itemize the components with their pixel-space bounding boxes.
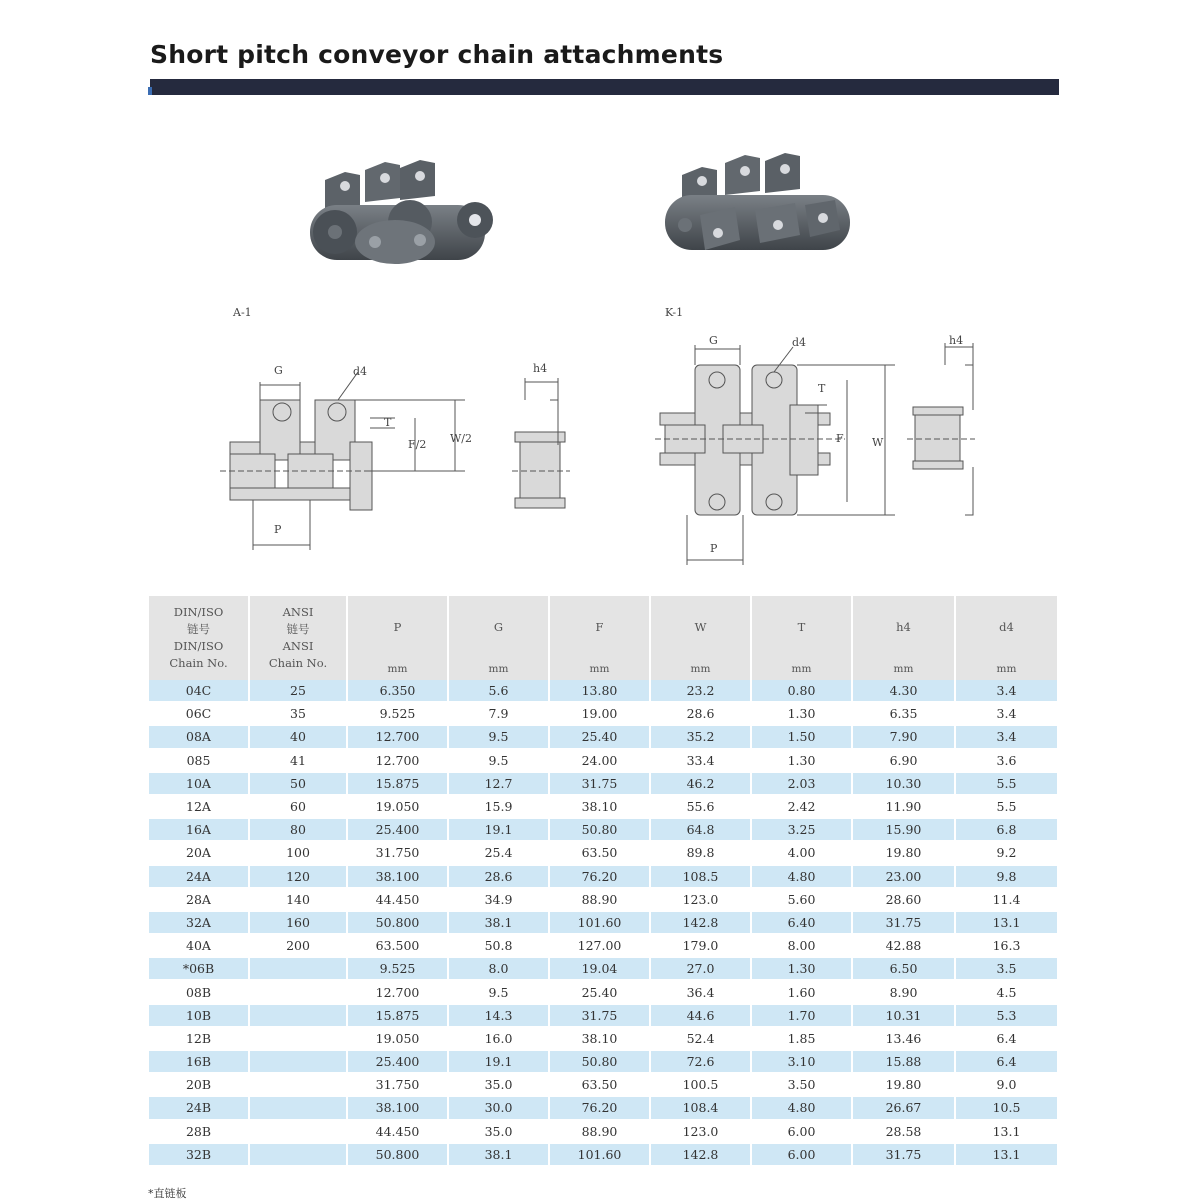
table-cell: 100.5 <box>650 1073 751 1096</box>
chain-photo-k1 <box>660 145 860 270</box>
table-cell: 44.450 <box>347 1120 448 1143</box>
table-cell: 32B <box>149 1143 249 1166</box>
table-cell: 11.4 <box>955 888 1057 911</box>
table-cell: 10.5 <box>955 1096 1057 1119</box>
table-cell: 3.6 <box>955 749 1057 772</box>
table-cell: 25.4 <box>448 841 549 864</box>
table-cell: 31.75 <box>549 772 650 795</box>
k1-dim-p: P <box>710 542 718 555</box>
table-cell <box>249 1096 347 1119</box>
table-cell: 31.75 <box>852 911 955 934</box>
table-cell: *06B <box>149 957 249 980</box>
table-cell: 27.0 <box>650 957 751 980</box>
table-cell: 44.450 <box>347 888 448 911</box>
table-cell: 4.80 <box>751 865 852 888</box>
unit-header: mm <box>347 658 448 680</box>
table-cell: 120 <box>249 865 347 888</box>
table-cell: 1.30 <box>751 749 852 772</box>
column-header <box>149 596 249 680</box>
table-cell: 10A <box>149 772 249 795</box>
title-bar <box>150 79 1059 95</box>
table-cell: 64.8 <box>650 818 751 841</box>
table-cell: 26.67 <box>852 1096 955 1119</box>
header-line: DIN/ISO <box>173 605 224 619</box>
column-header: h4 <box>852 596 955 658</box>
table-cell: 04C <box>149 680 249 702</box>
table-cell: 100 <box>249 841 347 864</box>
table-cell: 16.0 <box>448 1027 549 1050</box>
table-cell <box>249 1050 347 1073</box>
table-cell: 76.20 <box>549 1096 650 1119</box>
table-row <box>149 1004 1057 1027</box>
spec-table <box>149 596 1057 1167</box>
column-header: T <box>751 596 852 658</box>
k1-dim-t: T <box>818 382 826 395</box>
table-cell: 9.5 <box>448 749 549 772</box>
table-cell: 6.35 <box>852 702 955 725</box>
table-cell: 20A <box>149 841 249 864</box>
table-cell: 72.6 <box>650 1050 751 1073</box>
table-cell: 20B <box>149 1073 249 1096</box>
table-row <box>149 957 1057 980</box>
k1-dim-f: F <box>836 432 844 445</box>
table-row <box>149 725 1057 748</box>
table-cell: 24.00 <box>549 749 650 772</box>
table-cell: 3.25 <box>751 818 852 841</box>
table-cell: 40A <box>149 934 249 957</box>
table-cell: 50.8 <box>448 934 549 957</box>
table-row <box>149 1120 1057 1143</box>
table-cell: 12B <box>149 1027 249 1050</box>
table-cell: 7.90 <box>852 725 955 748</box>
table-cell: 08A <box>149 725 249 748</box>
table-cell: 15.875 <box>347 1004 448 1027</box>
table-cell: 16A <box>149 818 249 841</box>
unit-header: mm <box>448 658 549 680</box>
table-cell: 50.80 <box>549 1050 650 1073</box>
table-cell: 8.90 <box>852 980 955 1003</box>
table-cell: 28A <box>149 888 249 911</box>
table-row <box>149 702 1057 725</box>
table-cell: 085 <box>149 749 249 772</box>
table-cell: 127.00 <box>549 934 650 957</box>
table-cell <box>249 1143 347 1166</box>
a1-label: A-1 <box>233 306 252 319</box>
table-cell: 31.75 <box>549 1004 650 1027</box>
table-cell: 23.00 <box>852 865 955 888</box>
table-cell: 0.80 <box>751 680 852 702</box>
table-row <box>149 772 1057 795</box>
table-cell: 35 <box>249 702 347 725</box>
table-cell: 5.5 <box>955 772 1057 795</box>
table-row <box>149 1050 1057 1073</box>
table-cell: 38.100 <box>347 865 448 888</box>
table-cell: 35.2 <box>650 725 751 748</box>
table-cell: 6.00 <box>751 1120 852 1143</box>
header-line: DIN/ISO <box>173 639 224 653</box>
table-cell: 13.80 <box>549 680 650 702</box>
table-cell: 19.1 <box>448 818 549 841</box>
a1-dim-g: G <box>274 364 283 377</box>
a1-dim-h4: h4 <box>533 362 548 375</box>
table-cell: 2.42 <box>751 795 852 818</box>
table-cell: 179.0 <box>650 934 751 957</box>
table-cell: 6.4 <box>955 1050 1057 1073</box>
table-cell: 38.100 <box>347 1096 448 1119</box>
table-cell: 101.60 <box>549 911 650 934</box>
table-cell: 50 <box>249 772 347 795</box>
column-header: P <box>347 596 448 658</box>
table-cell: 7.9 <box>448 702 549 725</box>
table-cell: 4.30 <box>852 680 955 702</box>
table-cell: 6.40 <box>751 911 852 934</box>
table-cell: 63.50 <box>549 1073 650 1096</box>
table-cell: 63.50 <box>549 841 650 864</box>
table-cell: 140 <box>249 888 347 911</box>
table-cell: 13.1 <box>955 911 1057 934</box>
header-line: 链号 <box>187 622 210 636</box>
k1-dim-d4: d4 <box>792 336 807 349</box>
table-cell: 31.750 <box>347 841 448 864</box>
table-cell: 9.5 <box>448 980 549 1003</box>
table-cell: 28.6 <box>650 702 751 725</box>
table-cell: 19.80 <box>852 1073 955 1096</box>
header-line: ANSI <box>282 605 314 619</box>
table-cell: 3.4 <box>955 725 1057 748</box>
header-row <box>149 596 1057 658</box>
table-row <box>149 680 1057 702</box>
table-cell: 50.800 <box>347 911 448 934</box>
table-cell: 38.10 <box>549 795 650 818</box>
table-cell: 1.50 <box>751 725 852 748</box>
table-cell: 08B <box>149 980 249 1003</box>
column-header: F <box>549 596 650 658</box>
table-cell: 28.60 <box>852 888 955 911</box>
chain-photo-a1 <box>300 150 500 280</box>
header-line: ANSI <box>282 639 314 653</box>
table-cell: 35.0 <box>448 1120 549 1143</box>
table-cell: 88.90 <box>549 1120 650 1143</box>
table-cell: 38.1 <box>448 911 549 934</box>
column-header: W <box>650 596 751 658</box>
table-cell: 28.58 <box>852 1120 955 1143</box>
table-cell: 5.6 <box>448 680 549 702</box>
table-row <box>149 749 1057 772</box>
table-cell: 42.88 <box>852 934 955 957</box>
table-cell: 3.4 <box>955 702 1057 725</box>
table-cell: 60 <box>249 795 347 818</box>
table-cell: 31.750 <box>347 1073 448 1096</box>
k1-drawing <box>655 335 1000 570</box>
table-cell <box>249 1073 347 1096</box>
table-cell: 3.4 <box>955 680 1057 702</box>
table-cell: 24A <box>149 865 249 888</box>
table-cell: 9.525 <box>347 702 448 725</box>
table-cell <box>249 980 347 1003</box>
table-cell: 50.800 <box>347 1143 448 1166</box>
column-header <box>249 596 347 680</box>
table-cell: 28B <box>149 1120 249 1143</box>
table-row <box>149 934 1057 957</box>
table-row <box>149 1096 1057 1119</box>
table-cell: 123.0 <box>650 888 751 911</box>
table-cell: 16.3 <box>955 934 1057 957</box>
table-cell: 12.700 <box>347 980 448 1003</box>
table-cell: 36.4 <box>650 980 751 1003</box>
table-cell: 25 <box>249 680 347 702</box>
table-cell: 1.60 <box>751 980 852 1003</box>
table-cell: 23.2 <box>650 680 751 702</box>
table-cell: 160 <box>249 911 347 934</box>
table-cell: 1.30 <box>751 957 852 980</box>
table-row <box>149 795 1057 818</box>
header-line: 链号 <box>286 622 310 636</box>
table-cell: 4.5 <box>955 980 1057 1003</box>
table-cell: 31.75 <box>852 1143 955 1166</box>
table-body <box>149 680 1057 1166</box>
a1-dim-d4: d4 <box>353 365 368 378</box>
table-cell: 15.90 <box>852 818 955 841</box>
table-cell: 24B <box>149 1096 249 1119</box>
k1-label: K-1 <box>665 306 684 319</box>
table-cell: 9.8 <box>955 865 1057 888</box>
table-cell: 19.050 <box>347 795 448 818</box>
header-line: Chain No. <box>169 656 228 670</box>
table-cell: 15.9 <box>448 795 549 818</box>
table-cell: 38.1 <box>448 1143 549 1166</box>
table-cell: 38.10 <box>549 1027 650 1050</box>
k1-dim-w: W <box>872 436 884 449</box>
k1-dim-g: G <box>709 334 718 347</box>
table-cell: 8.0 <box>448 957 549 980</box>
table-cell: 35.0 <box>448 1073 549 1096</box>
table-cell: 5.3 <box>955 1004 1057 1027</box>
table-cell: 88.90 <box>549 888 650 911</box>
table-cell: 9.5 <box>448 725 549 748</box>
table-cell: 19.050 <box>347 1027 448 1050</box>
table-cell: 142.8 <box>650 1143 751 1166</box>
table-row <box>149 841 1057 864</box>
table-row <box>149 1027 1057 1050</box>
table-cell: 142.8 <box>650 911 751 934</box>
table-cell: 13.1 <box>955 1120 1057 1143</box>
table-row <box>149 865 1057 888</box>
table-cell: 12A <box>149 795 249 818</box>
a1-dim-f2: F/2 <box>408 438 427 451</box>
table-cell: 30.0 <box>448 1096 549 1119</box>
table-cell: 33.4 <box>650 749 751 772</box>
table-cell: 52.4 <box>650 1027 751 1050</box>
table-cell: 10.30 <box>852 772 955 795</box>
table-cell: 19.80 <box>852 841 955 864</box>
unit-header: mm <box>650 658 751 680</box>
table-cell: 1.70 <box>751 1004 852 1027</box>
table-cell: 15.875 <box>347 772 448 795</box>
table-cell: 80 <box>249 818 347 841</box>
table-cell: 13.46 <box>852 1027 955 1050</box>
column-header: d4 <box>955 596 1057 658</box>
column-header: G <box>448 596 549 658</box>
table-cell: 10.31 <box>852 1004 955 1027</box>
table-cell: 10B <box>149 1004 249 1027</box>
table-cell <box>249 1120 347 1143</box>
table-cell: 6.350 <box>347 680 448 702</box>
table-cell: 6.90 <box>852 749 955 772</box>
table-cell: 1.30 <box>751 702 852 725</box>
footnote: *直链板 <box>148 1187 187 1200</box>
table-row <box>149 888 1057 911</box>
table-cell: 3.50 <box>751 1073 852 1096</box>
unit-header: mm <box>852 658 955 680</box>
table-cell: 15.88 <box>852 1050 955 1073</box>
table-cell: 123.0 <box>650 1120 751 1143</box>
table-cell: 06C <box>149 702 249 725</box>
table-cell: 3.10 <box>751 1050 852 1073</box>
table-cell: 40 <box>249 725 347 748</box>
k1-dim-h4: h4 <box>949 334 964 347</box>
table-cell: 25.40 <box>549 980 650 1003</box>
table-cell: 12.700 <box>347 749 448 772</box>
table-cell: 1.85 <box>751 1027 852 1050</box>
table-cell: 5.60 <box>751 888 852 911</box>
table-cell: 19.00 <box>549 702 650 725</box>
table-cell: 101.60 <box>549 1143 650 1166</box>
table-cell: 63.500 <box>347 934 448 957</box>
table-cell: 14.3 <box>448 1004 549 1027</box>
table-cell: 13.1 <box>955 1143 1057 1166</box>
table-cell <box>249 1027 347 1050</box>
table-cell: 6.8 <box>955 818 1057 841</box>
table-cell: 4.00 <box>751 841 852 864</box>
a1-dim-t: T <box>384 416 392 429</box>
table-cell: 3.5 <box>955 957 1057 980</box>
table-row <box>149 1073 1057 1096</box>
table-cell: 44.6 <box>650 1004 751 1027</box>
table-cell: 41 <box>249 749 347 772</box>
table-row <box>149 980 1057 1003</box>
table-cell: 28.6 <box>448 865 549 888</box>
table-cell <box>249 957 347 980</box>
table-cell: 108.4 <box>650 1096 751 1119</box>
table-cell: 32A <box>149 911 249 934</box>
table-cell: 50.80 <box>549 818 650 841</box>
table-cell: 9.525 <box>347 957 448 980</box>
table-cell: 2.03 <box>751 772 852 795</box>
table-row <box>149 1143 1057 1166</box>
table-cell: 12.700 <box>347 725 448 748</box>
table-cell: 11.90 <box>852 795 955 818</box>
table-cell: 76.20 <box>549 865 650 888</box>
table-cell <box>249 1004 347 1027</box>
table-cell: 34.9 <box>448 888 549 911</box>
table-row <box>149 911 1057 934</box>
unit-header: mm <box>955 658 1057 680</box>
table-cell: 9.2 <box>955 841 1057 864</box>
table-cell: 89.8 <box>650 841 751 864</box>
page-title: Short pitch conveyor chain attachments <box>150 40 724 69</box>
a1-dim-w2: W/2 <box>450 432 473 445</box>
table-cell: 25.400 <box>347 1050 448 1073</box>
table-cell: 25.400 <box>347 818 448 841</box>
table-cell: 5.5 <box>955 795 1057 818</box>
table-cell: 55.6 <box>650 795 751 818</box>
table-cell: 9.0 <box>955 1073 1057 1096</box>
table-cell: 25.40 <box>549 725 650 748</box>
table-cell: 16B <box>149 1050 249 1073</box>
table-cell: 19.1 <box>448 1050 549 1073</box>
table-cell: 46.2 <box>650 772 751 795</box>
table-cell: 108.5 <box>650 865 751 888</box>
table-cell: 8.00 <box>751 934 852 957</box>
table-cell: 6.4 <box>955 1027 1057 1050</box>
unit-header: mm <box>549 658 650 680</box>
table-cell: 4.80 <box>751 1096 852 1119</box>
table-cell: 6.00 <box>751 1143 852 1166</box>
header-line: Chain No. <box>268 656 328 670</box>
a1-dim-p: P <box>274 523 282 536</box>
unit-header: mm <box>751 658 852 680</box>
table-cell: 200 <box>249 934 347 957</box>
table-row <box>149 818 1057 841</box>
table-cell: 12.7 <box>448 772 549 795</box>
table-cell: 19.04 <box>549 957 650 980</box>
table-cell: 6.50 <box>852 957 955 980</box>
